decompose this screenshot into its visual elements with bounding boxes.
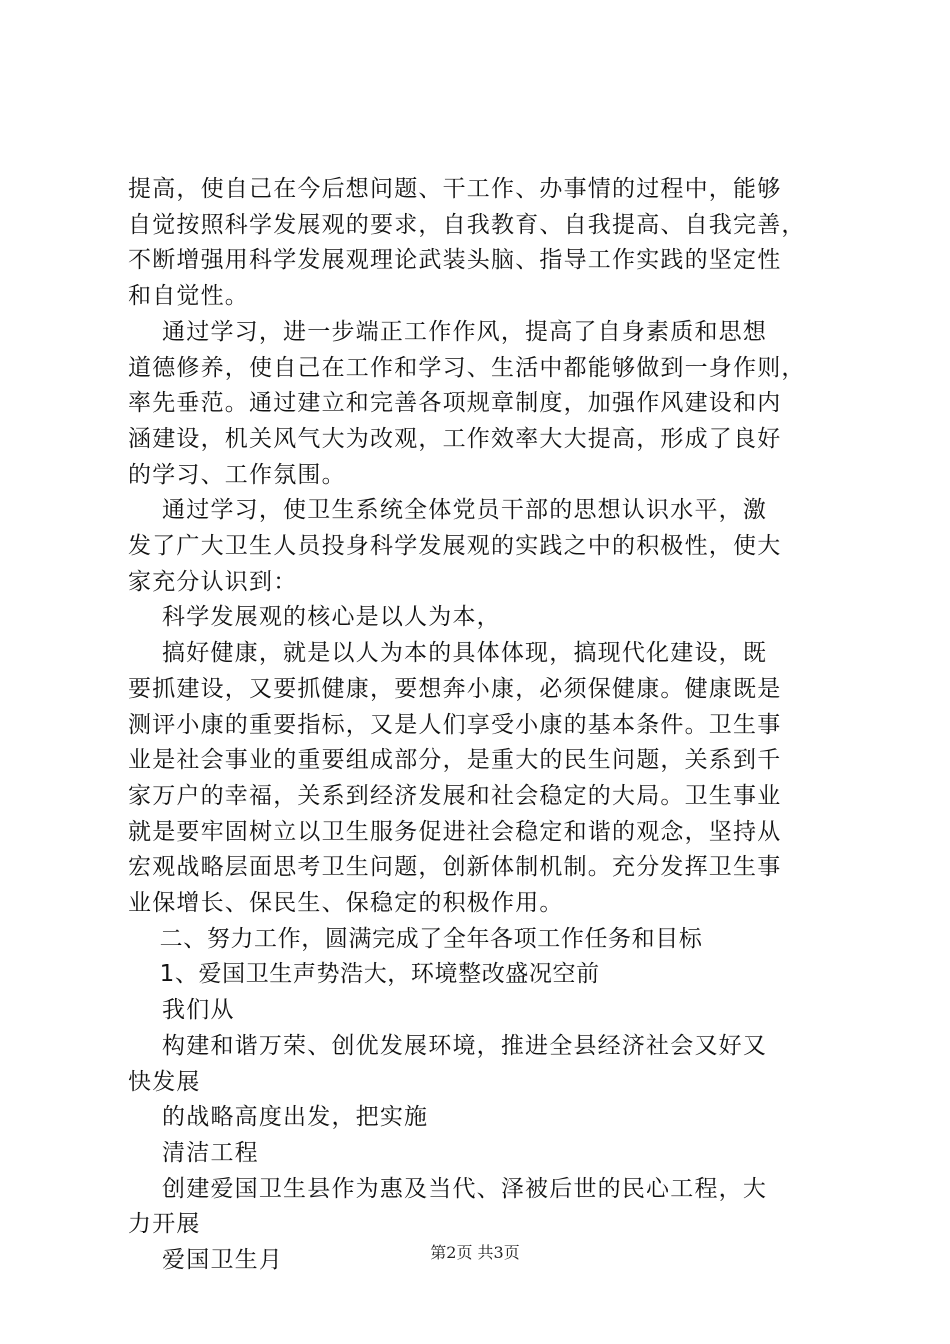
section-heading: 二、努力工作，圆满完成了全年各项工作任务和目标 bbox=[128, 925, 703, 952]
tail-paragraph-2: 构建和谐万荣、创优发展环境，推进全县经济社会又好又 快发展 bbox=[128, 1032, 768, 1095]
tail-paragraph-6: 爱国卫生月 bbox=[128, 1247, 284, 1274]
paragraph-3: 通过学习，使卫生系统全体党员干部的思想认识水平，激 发了广大卫生人员投身科学发展观的实践之中的积极性，使大 家充分认识到： bbox=[128, 497, 782, 595]
tail-paragraph-5: 创建爱国卫生县作为惠及当代、泽被后世的民心工程，大 力开展 bbox=[128, 1175, 768, 1238]
tail-paragraph-4: 清洁工程 bbox=[128, 1139, 259, 1166]
paragraph-4: 科学发展观的核心是以人为本， bbox=[128, 604, 501, 631]
document-body bbox=[128, 172, 833, 1279]
paragraph-5: 搞好健康，就是以人为本的具体体现，搞现代化建设，既 要抓建设，又要抓健康，要想奔小康，必须保健康。健康既是 测评小康的重要指标，又是人们享受小康的基本条件。卫生事 业是社会事业的重要组成部分，是重大的民生问题，关系到千 家万户的幸福，关系到经济发展和社会稳定的大局。卫生事业 就是要牢固树立以卫生服务促进社会稳定和谐的观念，坚持从 宏观战略层面思考卫生问题，创新体制机制。充分发挥卫生事 业保增长、保民生、保稳定的积极作用。 bbox=[128, 640, 782, 917]
paragraph-1: 提高，使自己在今后想问题、干工作、办事情的过程中，能够 自觉按照科学发展观的要求，自我教育、自我提高、自我完善， 不断增强用科学发展观理论武装头脑、指导工作实践的坚定性 和自觉性。 bbox=[128, 176, 806, 310]
page-footer bbox=[0, 1240, 950, 1263]
tail-paragraph-1: 我们从 bbox=[128, 997, 235, 1024]
paragraph-2: 通过学习，进一步端正工作作风，提高了自身素质和思想 道德修养，使自己在工作和学习、生活中都能够做到一身作则， 率先垂范。通过建立和完善各项规章制度，加强作风建设和内 涵建设，机关风气大为改观，工作效率大大提高，形成了良好 的学习、工作氛围。 bbox=[128, 318, 806, 488]
subsection-heading: 1、爱国卫生声势浩大，环境整改盛况空前 bbox=[128, 961, 600, 988]
tail-paragraph-3: 的战略高度出发，把实施 bbox=[128, 1104, 429, 1131]
page-number-label: 第2页 共3页 bbox=[430, 1243, 520, 1262]
